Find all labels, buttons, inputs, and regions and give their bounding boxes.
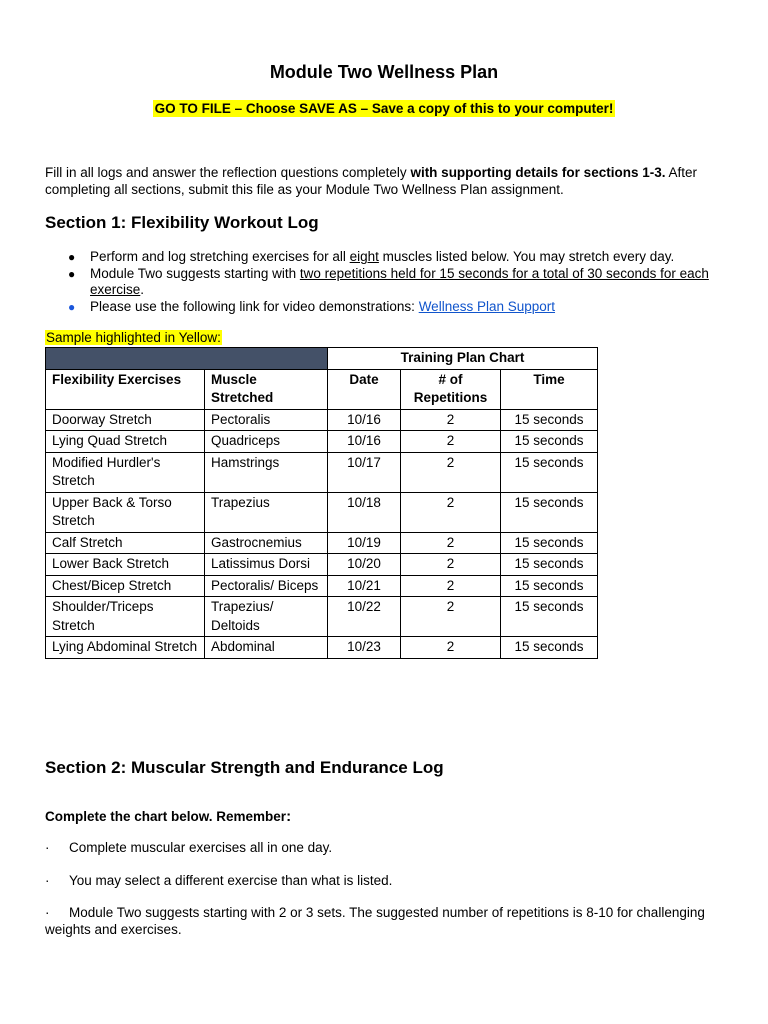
section2-instruction: Complete the chart below. Remember: — [45, 808, 292, 825]
table-row — [46, 597, 598, 637]
time-cell: 15 seconds — [501, 575, 598, 597]
repetitions-cell: 2 — [401, 597, 501, 637]
column-header: # of Repetitions — [401, 369, 501, 409]
intro-text-bold: with supporting details for sections 1-3. — [410, 165, 666, 180]
muscle-cell: Pectoralis/ Biceps — [205, 575, 328, 597]
date-cell: 10/18 — [328, 492, 401, 532]
bullet-item: ● Module Two suggests starting with two repetitions held for 15 seconds for a total of 30 seconds for each exercise. — [68, 265, 709, 297]
table-body — [46, 409, 598, 658]
exercise-cell: Shoulder/Triceps Stretch — [46, 597, 205, 637]
list-item: · You may select a different exercise than what is listed. — [45, 873, 393, 888]
muscle-cell: Gastrocnemius — [205, 532, 328, 554]
repetitions-cell: 2 — [401, 492, 501, 532]
exercise-cell: Lower Back Stretch — [46, 554, 205, 576]
table-row — [46, 452, 598, 492]
intro-paragraph — [45, 165, 725, 198]
table-row — [46, 492, 598, 532]
save-instruction-highlight: GO TO FILE – Choose SAVE AS – Save a copy of this to your computer! — [154, 101, 614, 116]
list-item: · Module Two suggests starting with 2 or 3 sets. The suggested number of repetitions is 8-10 for challenging weights and exercises. — [45, 905, 705, 937]
muscle-cell: Hamstrings — [205, 452, 328, 492]
time-cell: 15 seconds — [501, 431, 598, 453]
intro-text-1: Fill in all logs and answer the reflection questions completely — [45, 165, 411, 180]
muscle-cell: Pectoralis — [205, 409, 328, 431]
section2-heading: Section 2: Muscular Strength and Endurance Log — [45, 758, 444, 777]
list-item: · Complete muscular exercises all in one day. — [45, 840, 333, 855]
sample-note: Sample highlighted in Yellow: — [46, 330, 221, 345]
middle-dot-icon: · — [45, 873, 50, 888]
exercise-cell: Calf Stretch — [46, 532, 205, 554]
time-cell: 15 seconds — [501, 452, 598, 492]
date-cell: 10/16 — [328, 431, 401, 453]
column-header: Flexibility Exercises — [46, 369, 205, 409]
date-cell: 10/17 — [328, 452, 401, 492]
muscle-cell: Abdominal — [205, 637, 328, 659]
date-cell: 10/19 — [328, 532, 401, 554]
muscle-cell: Quadriceps — [205, 431, 328, 453]
exercise-cell: Modified Hurdler's Stretch — [46, 452, 205, 492]
repetitions-cell: 2 — [401, 431, 501, 453]
date-cell: 10/22 — [328, 597, 401, 637]
training-plan-chart-header: Training Plan Chart — [328, 348, 598, 370]
repetitions-cell: 2 — [401, 532, 501, 554]
middle-dot-icon: · — [45, 840, 50, 855]
time-cell: 15 seconds — [501, 409, 598, 431]
date-cell: 10/21 — [328, 575, 401, 597]
column-header: Time — [501, 369, 598, 409]
save-note-line — [0, 100, 768, 118]
table-row — [46, 431, 598, 453]
time-cell: 15 seconds — [501, 597, 598, 637]
muscle-cell: Trapezius/ Deltoids — [205, 597, 328, 637]
column-header: Muscle Stretched — [205, 369, 328, 409]
table-row — [46, 532, 598, 554]
exercise-cell: Chest/Bicep Stretch — [46, 575, 205, 597]
middle-dot-icon: · — [45, 905, 50, 920]
exercise-cell: Doorway Stretch — [46, 409, 205, 431]
section1-bullet-list — [45, 249, 725, 315]
date-cell: 10/16 — [328, 409, 401, 431]
time-cell: 15 seconds — [501, 492, 598, 532]
table-row — [46, 409, 598, 431]
table-row — [46, 554, 598, 576]
exercise-cell: Upper Back & Torso Stretch — [46, 492, 205, 532]
bullet-dot-icon: ● — [68, 250, 76, 264]
bullet-item: ● Please use the following link for video demonstrations: Wellness Plan Support — [68, 298, 556, 314]
bullet-dot-icon: ● — [68, 299, 76, 314]
repetitions-cell: 2 — [401, 637, 501, 659]
muscle-cell: Trapezius — [205, 492, 328, 532]
bullet-dot-icon: ● — [68, 266, 76, 281]
time-cell: 15 seconds — [501, 637, 598, 659]
repetitions-cell: 2 — [401, 409, 501, 431]
flexibility-log-table — [45, 347, 598, 659]
date-cell: 10/20 — [328, 554, 401, 576]
bullet-item: ● Perform and log stretching exercises for all eight muscles listed below. You may stretch every day. — [68, 249, 675, 264]
time-cell: 15 seconds — [501, 532, 598, 554]
repetitions-cell: 2 — [401, 575, 501, 597]
table-row — [46, 637, 598, 659]
document-title: Module Two Wellness Plan — [269, 62, 499, 82]
intro-text-2: After completing all sections, submit this file as your Module Two Wellness Plan assignment. — [45, 165, 697, 197]
table-group-header-row — [46, 348, 598, 370]
table-column-header-row — [46, 369, 598, 409]
table-row — [46, 575, 598, 597]
date-cell: 10/23 — [328, 637, 401, 659]
dark-header-cell — [46, 348, 328, 370]
exercise-cell: Lying Abdominal Stretch — [46, 637, 205, 659]
exercise-cell: Lying Quad Stretch — [46, 431, 205, 453]
repetitions-cell: 2 — [401, 554, 501, 576]
column-header: Date — [328, 369, 401, 409]
repetitions-cell: 2 — [401, 452, 501, 492]
muscle-cell: Latissimus Dorsi — [205, 554, 328, 576]
time-cell: 15 seconds — [501, 554, 598, 576]
wellness-plan-support-link[interactable]: Wellness Plan Support — [418, 298, 556, 314]
section1-heading: Section 1: Flexibility Workout Log — [45, 213, 319, 232]
